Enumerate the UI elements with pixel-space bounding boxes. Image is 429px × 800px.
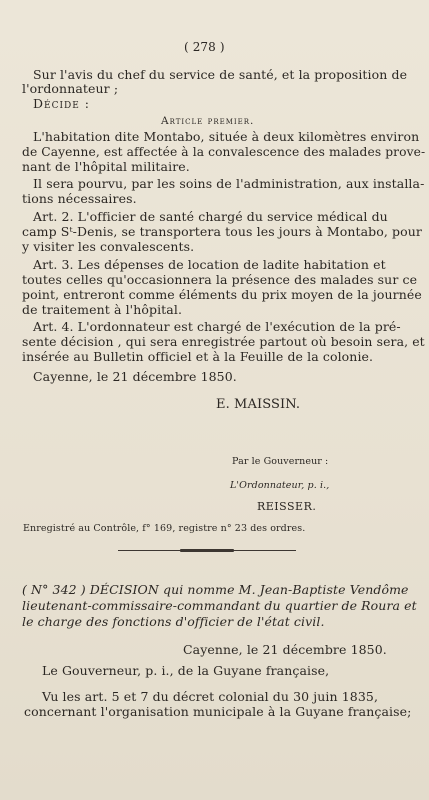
decision2-gouverneur: Le Gouverneur, p. i., de la Guyane française, <box>42 663 330 678</box>
preamble-line-2: l'ordonnateur ; <box>22 81 119 96</box>
art3-line-4: de traitement à l'hôpital. <box>22 302 183 317</box>
registration-note: Enregistré au Contrôle, f° 169, registre n° 23 des ordres. <box>23 523 306 534</box>
ordonnateur-line: L'Ordonnateur, p. i., <box>230 480 330 491</box>
decision2-heading-line-3: le charge des fonctions d'officier de l'état civil. <box>22 614 325 629</box>
art3-line-3: point, entreront comme éléments du prix moyen de la journée <box>22 287 422 302</box>
decision2-vu-line-1: Vu les art. 5 et 7 du décret colonial du 30 juin 1835, <box>42 689 379 704</box>
decision2-heading-line-2: lieutenant-commissaire-commandant du quartier de Roura et <box>22 598 417 613</box>
signatory-name: E. MAISSIN. <box>216 397 301 412</box>
par-le-gouverneur: Par le Gouverneur : <box>232 456 329 467</box>
section-divider <box>118 549 296 552</box>
decide-label: Décide : <box>33 96 91 111</box>
art2-line-1: Art. 2. L'officier de santé chargé du service médical du <box>33 209 388 224</box>
art2-line-3: y visiter les convalescents. <box>22 239 195 254</box>
decision2-date: Cayenne, le 21 décembre 1850. <box>183 642 387 657</box>
art2-line-2: camp Sᵗ-Denis, se transportera tous les jours à Montabo, pour <box>22 224 422 239</box>
art1-line-1: L'habitation dite Montabo, située à deux kilomètres environ <box>33 129 420 144</box>
decision2-heading-line-1: ( N° 342 ) DÉCISION qui nomme M. Jean-Baptiste Vendôme <box>22 582 409 597</box>
art4-line-3: insérée au Bulletin officiel et à la Feuille de la colonie. <box>22 349 374 364</box>
preamble-line-1: Sur l'avis du chef du service de santé, et la proposition de <box>33 67 408 82</box>
paragraph2-line-2: tions nécessaires. <box>22 191 137 206</box>
paragraph2-line-1: Il sera pourvu, par les soins de l'administration, aux installa- <box>33 176 425 191</box>
art1-line-3: nant de l'hôpital militaire. <box>22 159 190 174</box>
page-number: ( 278 ) <box>184 40 225 54</box>
art4-line-2: sente décision , qui sera enregistrée partout où besoin sera, et <box>22 334 425 349</box>
art3-line-1: Art. 3. Les dépenses de location de ladite habitation et <box>33 257 386 272</box>
art1-line-2: de Cayenne, est affectée à la convalescence des malades prove- <box>22 145 426 159</box>
art3-line-2: toutes celles qu'occasionnera la présence des malades sur ce <box>22 272 418 287</box>
decision1-date: Cayenne, le 21 décembre 1850. <box>33 369 237 384</box>
decision2-vu-line-2: concernant l'organisation municipale à la Guyane française; <box>24 704 412 719</box>
article-title: Article premier. <box>161 115 255 127</box>
art4-line-1: Art. 4. L'ordonnateur est chargé de l'exécution de la pré- <box>33 319 401 334</box>
reisser-name: REISSER. <box>257 500 317 513</box>
